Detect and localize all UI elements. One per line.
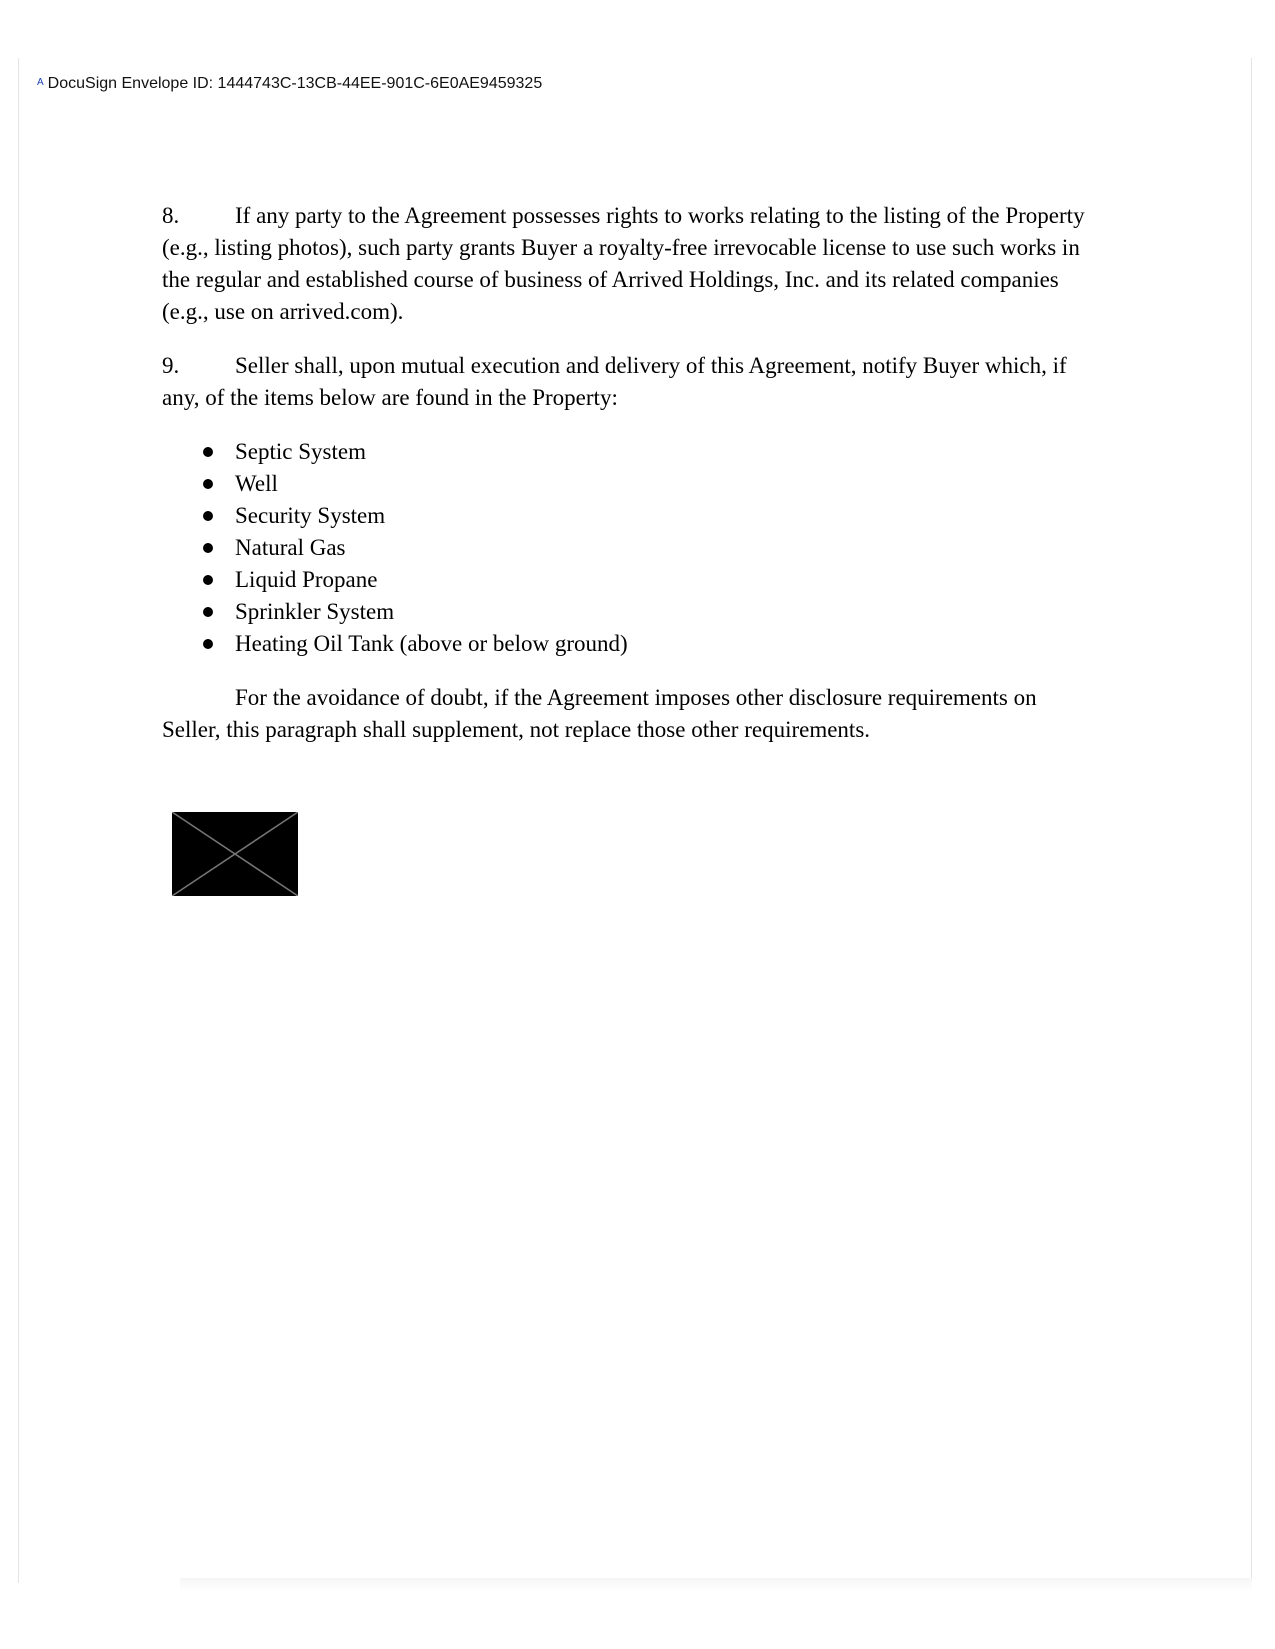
docusign-logo-icon: A (37, 76, 44, 88)
paragraph-8-text: If any party to the Agreement possesses rights to works relating to the listing of the Property (e.g., listing photos), such party grants Buyer a royalty-free irrevocable license to use such works in the regular and established course of business of Arrived Holdings, Inc. and its related companies (e.g., use on arrived.com). (162, 203, 1085, 324)
list-item-text: Natural Gas (235, 535, 346, 560)
list-item (162, 468, 1092, 500)
paragraph-9-number: 9. (162, 353, 180, 378)
list-item-text: Sprinkler System (235, 599, 395, 624)
bullet-icon (203, 543, 213, 553)
list-item-text: Well (235, 471, 278, 496)
list-item-text: Liquid Propane (235, 567, 378, 592)
page-shadow (180, 1578, 1252, 1592)
paragraph-8-number: 8. (162, 203, 180, 228)
list-item (162, 596, 1092, 628)
docusign-envelope-header (37, 75, 542, 93)
paragraph-9-text: Seller shall, upon mutual execution and delivery of this Agreement, notify Buyer which, if any, of the items below are found in the Property: (162, 353, 1067, 410)
bullet-icon (203, 447, 213, 457)
list-item (162, 436, 1092, 468)
bullet-icon (203, 575, 213, 585)
property-items-list (162, 436, 1092, 660)
list-item-text: Heating Oil Tank (above or below ground) (235, 631, 628, 656)
list-item-text: Security System (235, 503, 386, 528)
list-item (162, 532, 1092, 564)
bullet-icon (203, 639, 213, 649)
bullet-icon (203, 479, 213, 489)
list-item (162, 500, 1092, 532)
list-item (162, 628, 1092, 660)
bullet-icon (203, 511, 213, 521)
paragraph-8 (162, 200, 1092, 328)
broken-image-x-icon (172, 812, 298, 896)
list-item-text: Septic System (235, 439, 366, 464)
closing-paragraph (162, 682, 1092, 746)
document-body (162, 200, 1092, 768)
paragraph-9 (162, 350, 1092, 414)
image-placeholder (172, 812, 298, 896)
envelope-id-text: DocuSign Envelope ID: 1444743C-13CB-44EE-901C-6E0AE9459325 (47, 75, 543, 92)
bullet-icon (203, 607, 213, 617)
closing-paragraph-text: For the avoidance of doubt, if the Agreement imposes other disclosure requirements on Seller, this paragraph shall supplement, not replace those other requirements. (162, 685, 1037, 742)
list-item (162, 564, 1092, 596)
